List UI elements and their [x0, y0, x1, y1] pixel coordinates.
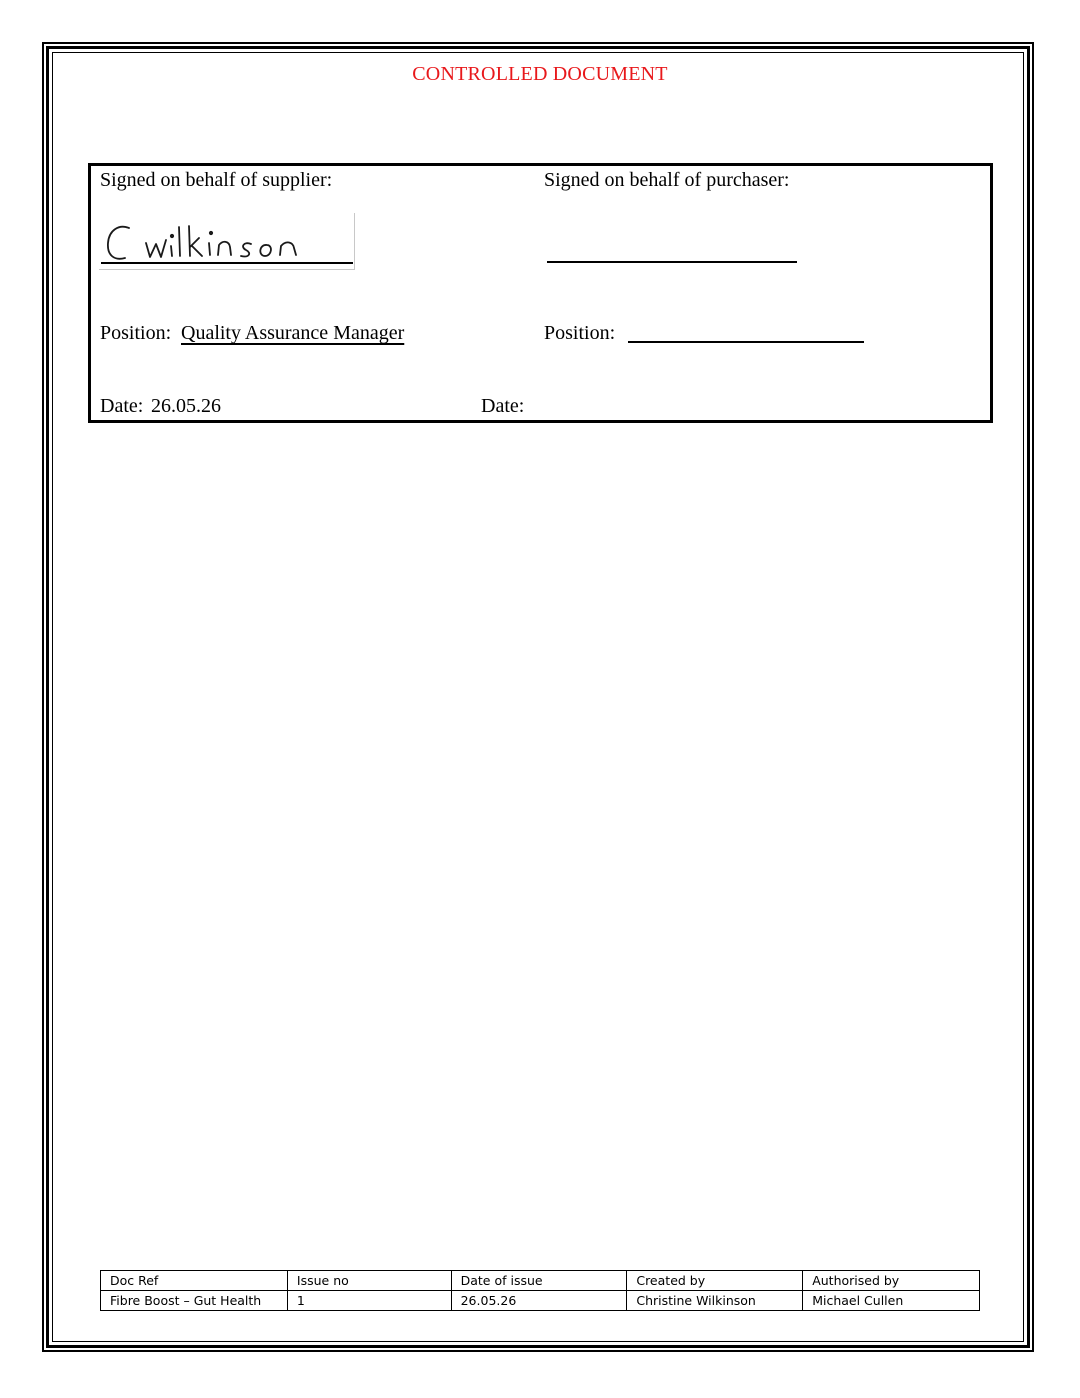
issue-no-header: Issue no	[287, 1271, 451, 1291]
purchaser-signed-heading: Signed on behalf of purchaser:	[544, 169, 790, 191]
authorised-by-value: Michael Cullen	[803, 1291, 980, 1311]
issue-no-value: 1	[287, 1291, 451, 1311]
date-of-issue-header: Date of issue	[451, 1271, 627, 1291]
created-by-value: Christine Wilkinson	[627, 1291, 803, 1311]
supplier-signature-image	[99, 213, 355, 270]
purchaser-signature-line	[547, 261, 797, 263]
supplier-signed-heading: Signed on behalf of supplier:	[100, 169, 333, 191]
doc-ref-header: Doc Ref	[101, 1271, 288, 1291]
purchaser-position-line	[628, 341, 864, 343]
created-by-header: Created by	[627, 1271, 803, 1291]
date-of-issue-value: 26.05.26	[451, 1291, 627, 1311]
authorised-by-header: Authorised by	[803, 1271, 980, 1291]
document-control-table	[100, 1270, 980, 1311]
supplier-date-label: Date:	[100, 395, 144, 417]
supplier-date-value: 26.05.26	[151, 395, 221, 417]
supplier-position-label: Position:	[100, 322, 172, 344]
supplier-position-value: Quality Assurance Manager	[181, 322, 405, 344]
purchaser-date-label: Date:	[481, 395, 525, 417]
doc-ref-value: Fibre Boost – Gut Health	[101, 1291, 288, 1311]
signature-box	[88, 163, 993, 423]
controlled-document-label: CONTROLLED DOCUMENT	[412, 63, 668, 85]
table-row	[101, 1291, 980, 1311]
purchaser-position-label: Position:	[544, 322, 616, 344]
table-header-row	[101, 1271, 980, 1291]
